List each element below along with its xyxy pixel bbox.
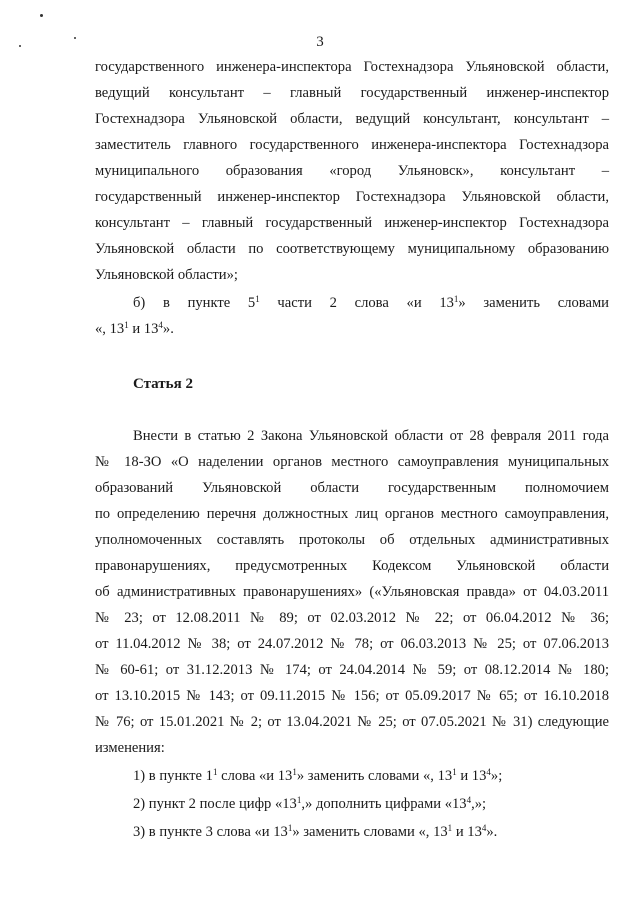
text-line: Гостехнадзора Ульяновской области, ведущий консультант, консультант –: [95, 111, 609, 127]
article-line: уполномоченных составлять протоколы об отдельных административных: [95, 532, 609, 548]
item-b-line: «, $13^1$ и $13^4$».: [95, 320, 174, 337]
article-line: № 18-ЗО «О наделении органов местного самоуправления муниципальных: [95, 454, 609, 470]
list-item: 1) в пункте $1^1$ слова «и $13^1$» заменить словами «, $13^1$ и $13^4$»;: [133, 767, 503, 784]
page-number: 3: [316, 34, 324, 50]
scan-speck: [40, 14, 43, 17]
article-line: от 13.10.2015 № 143; от 09.11.2015 № 156; от 05.09.2017 № 65; от 16.10.2018: [95, 688, 609, 704]
list-item: 2) пункт 2 после цифр «$13^1$,» дополнить цифрами «$13^4$,»;: [133, 795, 487, 812]
article-line: по определению перечня должностных лиц органов местного самоуправления,: [95, 506, 609, 522]
text-line: консультант – главный государственный инженер-инспектор Гостехнадзора: [95, 215, 609, 231]
article-heading: Статья 2: [133, 376, 193, 392]
item-b-line: б) в пункте $5^1$ части 2 слова «и $13^1$» заменить словами: [133, 294, 609, 311]
text-line: ведущий консультант – главный государственный инженер-инспектор: [95, 85, 609, 101]
text-line: Ульяновской области по соответствующему муниципальному образованию: [95, 241, 609, 257]
article-line: об административных правонарушениях» («Ульяновская правда» от 04.03.2011: [95, 584, 609, 600]
article-line: от 11.04.2012 № 38; от 24.07.2012 № 78; от 06.03.2013 № 25; от 07.06.2013: [95, 636, 609, 652]
text-line: Ульяновской области»;: [95, 267, 238, 283]
article-line: № 60-61; от 31.12.2013 № 174; от 24.04.2014 № 59; от 08.12.2014 № 180;: [95, 662, 609, 678]
text-line: заместитель главного государственного инженера-инспектора Гостехнадзора: [95, 137, 609, 153]
article-line: № 23; от 12.08.2011 № 89; от 02.03.2012 № 22; от 06.04.2012 № 36;: [95, 610, 609, 626]
text-line: муниципального образования «город Ульяновск», консультант –: [95, 163, 609, 179]
article-line: изменения:: [95, 740, 165, 756]
article-line: образований Ульяновской области государственным полномочием: [95, 480, 609, 496]
article-line: № 76; от 15.01.2021 № 2; от 13.04.2021 № 25; от 07.05.2021 № 31) следующие: [95, 714, 609, 730]
article-line: Внести в статью 2 Закона Ульяновской области от 28 февраля 2011 года: [133, 428, 609, 444]
text-line: государственного инженера-инспектора Гостехнадзора Ульяновской области,: [95, 59, 609, 75]
article-line: правонарушениях, предусмотренных Кодексом Ульяновской области: [95, 558, 609, 574]
list-item: 3) в пункте 3 слова «и $13^1$» заменить словами «, $13^1$ и $13^4$».: [133, 823, 498, 840]
text-line: государственный инженер-инспектор Гостехнадзора Ульяновской области,: [95, 189, 609, 205]
